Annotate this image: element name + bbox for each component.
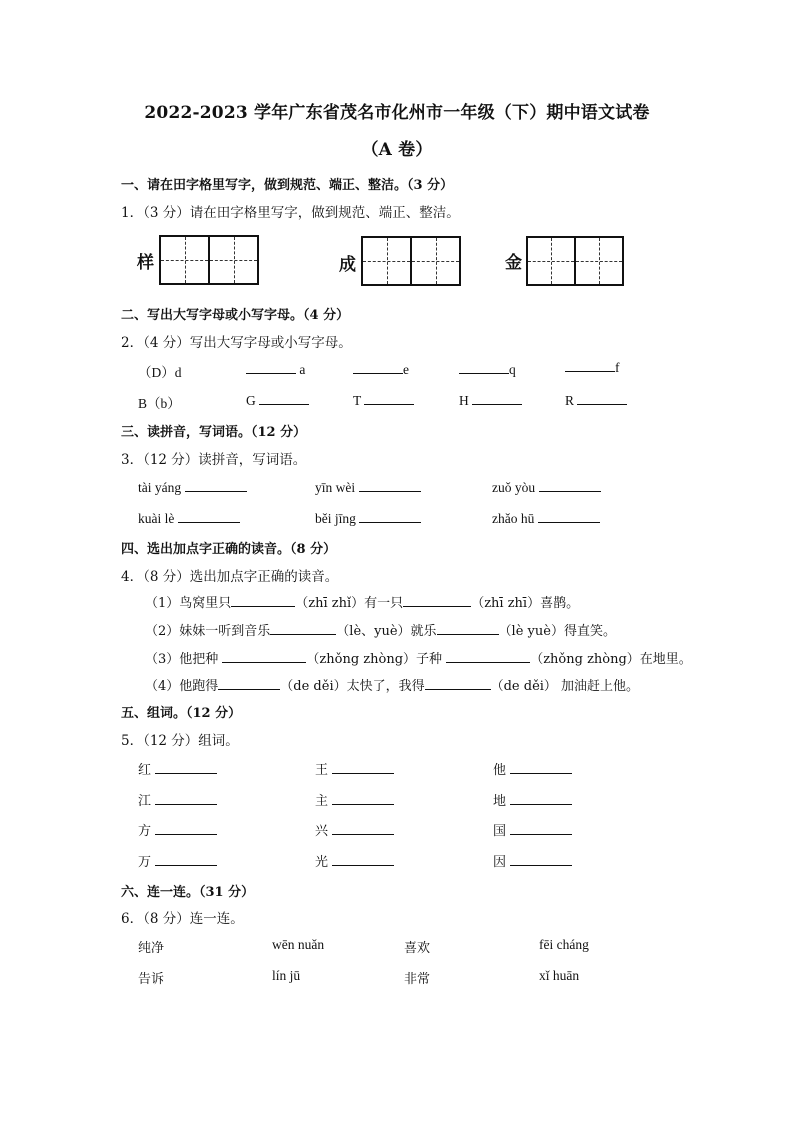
answer-blank[interactable] [403,594,471,607]
pinyin-item: zuǒ yòu [492,479,601,496]
word-item: 光 [315,851,394,870]
word-item: 王 [315,759,394,778]
tianzige-3[interactable] [526,236,624,286]
char-yang: 样 [137,253,154,273]
match-word[interactable]: 纯净 [138,941,165,956]
answer-blank[interactable] [231,594,295,607]
answer-blank[interactable] [155,853,217,866]
answer-blank[interactable] [222,650,306,663]
reading-line-4: （4）他跑得 （de děi）太快了，我得 （de děi） 加油赶上他。 [145,679,640,694]
section-4-heading: 四、选出加点字正确的读音。（8 分） [121,542,337,557]
word-item: 方 [138,820,217,839]
letter-item: e [353,361,409,378]
answer-blank[interactable] [270,622,336,635]
tianzige-cell[interactable] [574,238,622,284]
word-item: 他 [493,759,572,778]
tianzige-cell[interactable] [410,238,459,284]
section-1-heading: 一、请在田字格里写字，做到规范、端正、整洁。（3 分） [121,178,454,193]
tianzige-cell[interactable] [161,237,208,283]
answer-blank[interactable] [446,650,530,663]
pinyin-item: yīn wèi [315,479,421,496]
match-word[interactable]: 喜欢 [404,941,431,956]
answer-blank[interactable] [577,392,627,405]
answer-blank[interactable] [218,677,280,690]
letter-item: H [459,392,522,409]
answer-blank[interactable] [538,510,600,523]
pinyin-item: tài yáng [138,479,247,496]
answer-blank[interactable] [510,792,572,805]
answer-blank[interactable] [155,792,217,805]
answer-blank[interactable] [259,392,309,405]
question-1: 1．（3 分）请在田字格里写字，做到规范、端正、整洁。 [121,205,460,221]
question-3: 3．（12 分）读拼音，写词语。 [121,452,307,468]
section-3-heading: 三、读拼音，写词语。（12 分） [121,425,307,440]
word-item: 地 [493,790,572,809]
word-item: 红 [138,759,217,778]
match-pinyin[interactable]: xǐ huān [539,968,580,983]
section-6-heading: 六、连一连。（31 分） [121,885,255,900]
char-cheng: 成 [339,255,356,275]
answer-blank[interactable] [472,392,522,405]
pinyin-item: zhǎo hū [492,510,600,527]
question-4: 4．（8 分）选出加点字正确的读音。 [121,569,339,585]
answer-blank[interactable] [332,853,394,866]
answer-blank[interactable] [510,761,572,774]
reading-line-3: （3）他把种 （zhǒng zhòng）子种 （zhǒng zhòng）在地里。 [145,652,692,667]
answer-blank[interactable] [359,479,421,492]
match-word[interactable]: 告诉 [138,972,165,987]
char-jin: 金 [505,253,522,273]
letter-item: f [565,359,620,376]
answer-blank[interactable] [246,361,296,374]
letter-item: a [246,361,305,378]
match-pinyin[interactable]: wēn nuǎn [272,937,325,952]
example-letter-b: B（b） [138,396,181,411]
word-item: 兴 [315,820,394,839]
answer-blank[interactable] [539,479,601,492]
word-item: 江 [138,790,217,809]
answer-blank[interactable] [353,361,403,374]
reading-line-1: （1）鸟窝里只 （zhī zhǐ）有一只 （zhī zhī）喜鹊。 [145,596,580,611]
section-2-heading: 二、写出大写字母或小写字母。（4 分） [121,308,350,323]
match-word[interactable]: 非常 [404,972,431,987]
letter-item: T [353,392,414,409]
page-title: 2022-2023 学年广东省茂名市化州市一年级（下）期中语文试卷 [144,103,650,123]
tianzige-cell[interactable] [363,238,410,284]
tianzige-cell[interactable] [208,237,257,283]
match-pinyin[interactable]: lín jū [272,968,301,983]
answer-blank[interactable] [332,761,394,774]
answer-blank[interactable] [359,510,421,523]
answer-blank[interactable] [510,822,572,835]
word-item: 因 [493,851,572,870]
letter-item: R [565,392,627,409]
answer-blank[interactable] [364,392,414,405]
letter-item: G [246,392,309,409]
pinyin-item: kuài lè [138,510,240,527]
answer-blank[interactable] [185,479,247,492]
answer-blank[interactable] [459,361,509,374]
reading-line-2: （2）妹妹一听到音乐 （lè、yuè）就乐 （lè yuè）得直笑。 [145,624,616,639]
section-5-heading: 五、组词。（12 分） [121,706,242,721]
word-item: 国 [493,820,572,839]
match-pinyin[interactable]: fēi cháng [539,937,589,952]
answer-blank[interactable] [332,792,394,805]
answer-blank[interactable] [178,510,240,523]
answer-blank[interactable] [425,677,491,690]
answer-blank[interactable] [332,822,394,835]
answer-blank[interactable] [437,622,499,635]
answer-blank[interactable] [155,761,217,774]
tianzige-2[interactable] [361,236,461,286]
question-2: 2．（4 分）写出大写字母或小写字母。 [121,335,352,351]
pinyin-item: běi jīng [315,510,421,527]
question-6: 6．（8 分）连一连。 [121,911,244,927]
letter-item: q [459,361,516,378]
tianzige-1[interactable] [159,235,259,285]
word-item: 主 [315,790,394,809]
answer-blank[interactable] [155,822,217,835]
page-subtitle: （A 卷） [361,140,433,160]
word-item: 万 [138,851,217,870]
answer-blank[interactable] [510,853,572,866]
tianzige-cell[interactable] [528,238,574,284]
example-letter-d: （D）d [138,365,182,380]
question-5: 5．（12 分）组词。 [121,733,239,749]
answer-blank[interactable] [565,359,615,372]
